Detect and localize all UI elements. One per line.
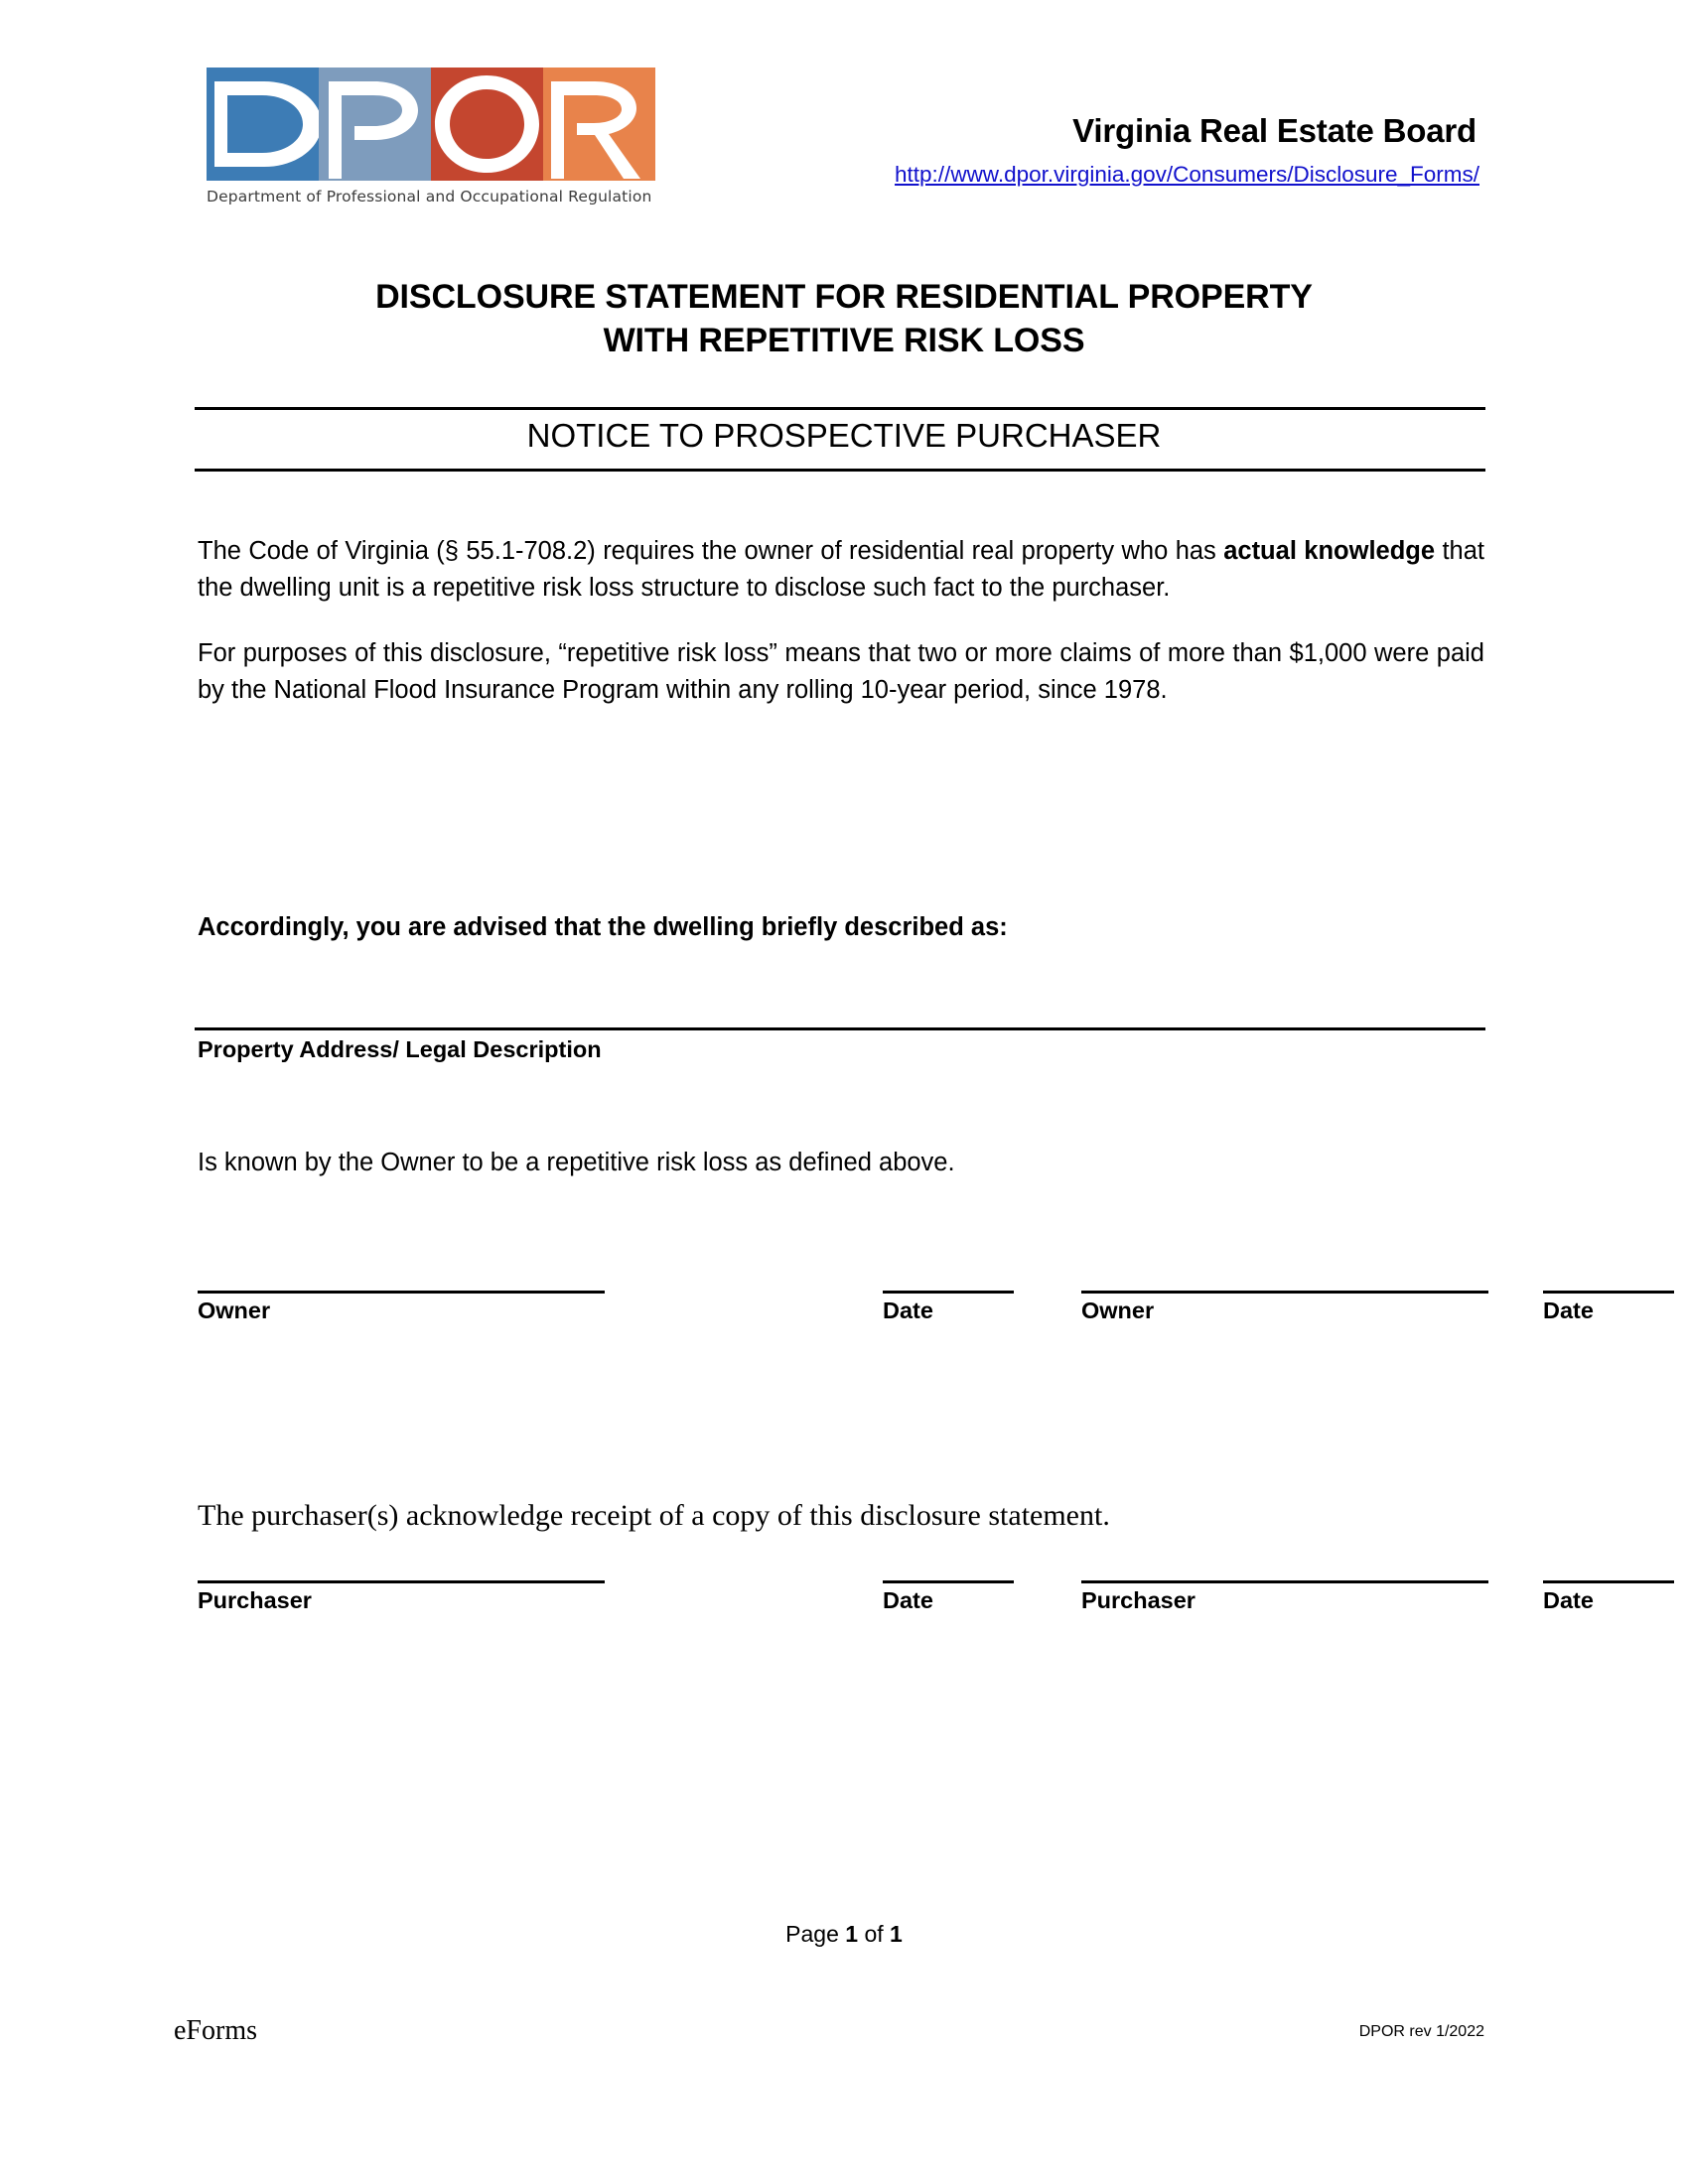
notice-heading: NOTICE TO PROSPECTIVE PURCHASER <box>526 417 1162 454</box>
owner-2-label: Owner <box>1081 1297 1155 1323</box>
page-title-line2: WITH REPETITIVE RISK LOSS <box>603 321 1085 359</box>
paragraph-1-text-a: The Code of Virginia (§ 55.1-708.2) requires the owner of residential real property who has <box>198 537 1224 565</box>
page-title <box>0 276 1688 362</box>
disclosure-forms-link[interactable]: http://www.dpor.virginia.gov/Consumers/Disclosure_Forms/ <box>895 162 1479 187</box>
paragraph-code-of-virginia <box>198 533 1484 608</box>
paragraph-1-text-b: that the dwelling unit is a repetitive risk loss structure to disclose such fact to the purchaser. <box>198 537 1485 603</box>
notice-rule-bottom <box>195 469 1485 472</box>
page-number-current: 1 <box>845 1921 859 1947</box>
owner-1-date-line[interactable] <box>883 1291 1014 1294</box>
purchaser-2-signature-field[interactable] <box>1081 1580 1488 1614</box>
owner-1-date-field[interactable] <box>883 1291 1014 1324</box>
purchaser-2-date-label: Date <box>1543 1587 1594 1613</box>
purchaser-2-signature-line[interactable] <box>1081 1580 1488 1583</box>
eforms-brand: eForms <box>174 2015 257 2046</box>
purchaser-signature-row <box>198 1580 1594 1652</box>
purchaser-1-date-label: Date <box>883 1587 933 1613</box>
owner-1-signature-field[interactable] <box>198 1291 605 1324</box>
purchaser-2-date-field[interactable] <box>1543 1580 1674 1614</box>
actual-knowledge-emphasis: actual knowledge <box>1223 537 1436 565</box>
revision-stamp: DPOR rev 1/2022 <box>1358 2023 1484 2040</box>
purchaser-2-date-line[interactable] <box>1543 1580 1674 1583</box>
dpor-logo-square-d <box>207 68 319 181</box>
owner-1-label: Owner <box>198 1297 271 1323</box>
purchaser-acknowledgment: The purchaser(s) acknowledge receipt of a copy of this disclosure statement. <box>198 1499 1110 1532</box>
board-name: Virginia Real Estate Board <box>1072 112 1477 149</box>
owner-2-signature-field[interactable] <box>1081 1291 1488 1324</box>
dpor-logo-square-p <box>319 68 431 181</box>
owner-2-date-label: Date <box>1543 1297 1594 1323</box>
accordingly-statement: Accordingly, you are advised that the dwelling briefly described as: <box>198 913 1008 941</box>
dpor-logo-squares <box>207 68 655 181</box>
owner-1-date-label: Date <box>883 1297 933 1323</box>
dpor-logo-tagline: Department of Professional and Occupational Regulation <box>207 188 652 205</box>
page-number-middle: of <box>858 1921 891 1947</box>
property-address-label: Property Address/ Legal Description <box>198 1036 602 1062</box>
dpor-logo <box>207 68 673 205</box>
owner-1-signature-line[interactable] <box>198 1291 605 1294</box>
paragraph-definition: For purposes of this disclosure, “repetitive risk loss” means that two or more claims of more than $1,000 were paid by the National Flood Insurance Program within any rolling 10-year period, since 1978. <box>198 638 1484 705</box>
page-title-line1: DISCLOSURE STATEMENT FOR RESIDENTIAL PROPERTY <box>375 278 1313 316</box>
dpor-logo-square-r <box>543 68 655 181</box>
dpor-logo-square-o <box>431 68 543 181</box>
purchaser-2-label: Purchaser <box>1081 1587 1196 1613</box>
owner-2-signature-line[interactable] <box>1081 1291 1488 1294</box>
document-header <box>0 0 1688 248</box>
property-address-line[interactable] <box>195 1027 1485 1030</box>
purchaser-1-date-line[interactable] <box>883 1580 1014 1583</box>
owner-2-date-field[interactable] <box>1543 1291 1674 1324</box>
notice-rule-top <box>195 407 1485 410</box>
body-text <box>198 533 1484 738</box>
page-number <box>0 1921 1688 1948</box>
owner-2-date-line[interactable] <box>1543 1291 1674 1294</box>
known-by-owner-statement: Is known by the Owner to be a repetitive risk loss as defined above. <box>198 1149 955 1176</box>
purchaser-1-date-field[interactable] <box>883 1580 1014 1614</box>
purchaser-1-signature-field[interactable] <box>198 1580 605 1614</box>
purchaser-1-label: Purchaser <box>198 1587 312 1613</box>
owner-signature-row <box>198 1291 1594 1362</box>
purchaser-1-signature-line[interactable] <box>198 1580 605 1583</box>
page-number-total: 1 <box>890 1921 903 1947</box>
page-number-prefix: Page <box>785 1921 846 1947</box>
